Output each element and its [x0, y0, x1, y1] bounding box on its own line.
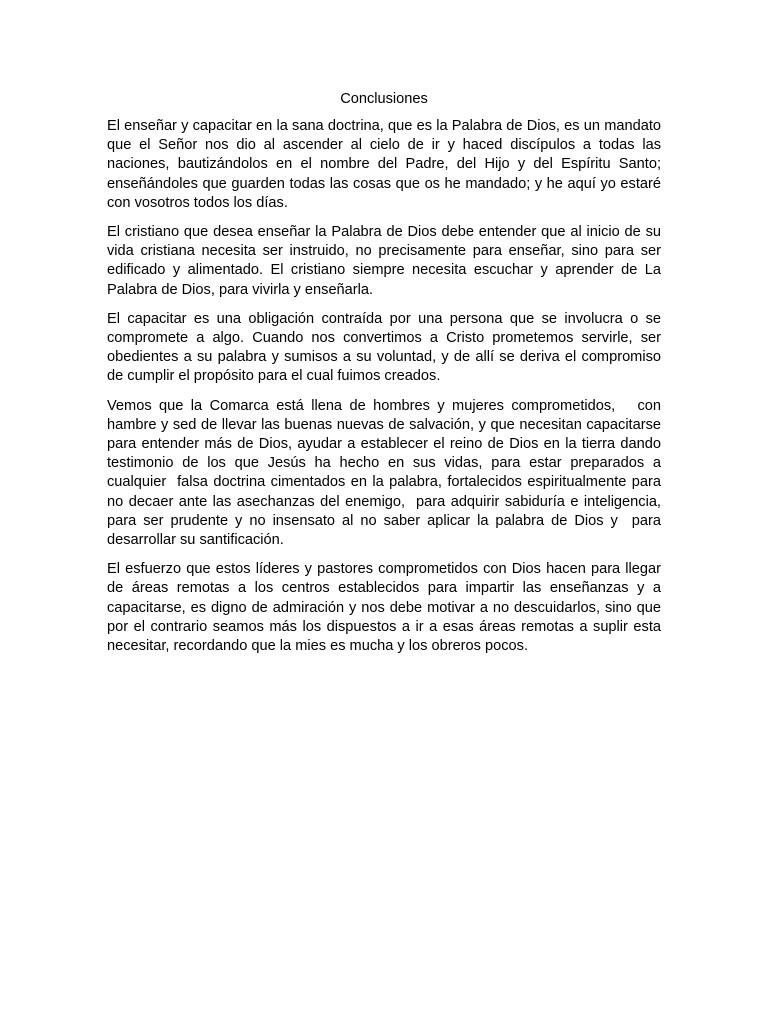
paragraph-2: El cristiano que desea enseñar la Palabra de Dios debe entender que al inicio de su vida cristiana necesita ser instruido, no precisamente para enseñar, sino para ser edificado y alimentado. El cristiano siempre necesita escuchar y aprender de La Palabra de Dios, para vivirla y enseñarla.	[107, 224, 666, 298]
document-body	[107, 88, 666, 666]
document-title: Conclusiones	[340, 91, 428, 107]
paragraph-1: El enseñar y capacitar en la sana doctrina, que es la Palabra de Dios, es un mandato que el Señor nos dio al ascender al cielo de ir y haced discípulos a todas las naciones, bautizándolos en el nombre del Padre, del Hijo y del Espíritu Santo; enseñándoles que guarden todas las cosas que os he mandado; y he aquí yo estaré con vosotros todos los días.	[107, 118, 666, 211]
paragraph-3: El capacitar es una obligación contraída por una persona que se involucra o se compromete a algo. Cuando nos convertimos a Cristo prometemos servirle, ser obedientes a su palabra y sumisos a su voluntad, y de allí se deriva el compromiso de cumplir el propósito para el cual fuimos creados.	[107, 310, 666, 385]
paragraph-4: Vemos que la Comarca está llena de hombres y mujeres comprometidos, con hambre y sed de llevar las buenas nuevas de salvación, y que necesitan capacitarse para entender más de Dios, ayudar a establecer el reino de Dios en la tierra dando testimonio de los que Jesús ha hecho en sus vidas, para estar preparados a cualquier falsa doctrina cimentados en la palabra, fortalecidos espiritualmente para no decaer ante las asechanzas del enemigo, para adquirir sabiduría e inteligencia, para ser prudente y no insensato al no saber aplicar la palabra de Dios y para desarrollar su santificación.	[107, 397, 666, 549]
paragraph-5: El esfuerzo que estos líderes y pastores comprometidos con Dios hacen para llegar de áreas remotas a los centros establecidos para impartir las enseñanzas y a capacitarse, es digno de admiración y nos debe motivar a no descuidarlos, sino que por el contrario seamos más los dispuestos a ir a esas áreas remotas a suplir esta necesitar, recordando que la mies es mucha y los obreros pocos.	[107, 561, 666, 655]
